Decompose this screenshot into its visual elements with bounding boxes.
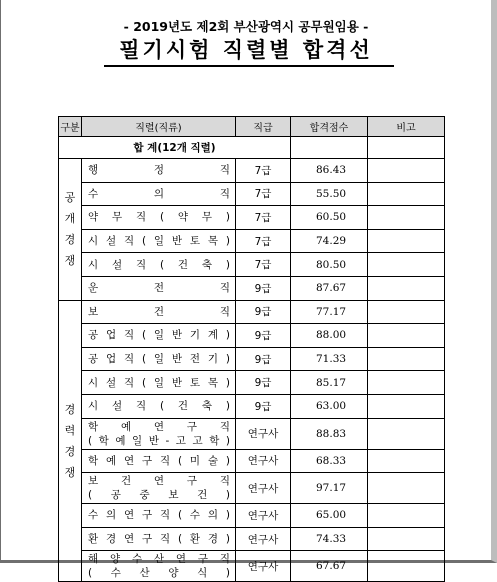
score-cell: 74.33 — [291, 527, 368, 551]
score-cell: 77.17 — [291, 300, 368, 324]
score-cell: 65.00 — [291, 504, 368, 528]
grade-cell: 연구사 — [236, 418, 291, 449]
note-cell — [368, 229, 445, 253]
note-cell — [368, 551, 445, 582]
series-text: 시 설 직 ( 건 축 ) — [88, 258, 230, 271]
score-cell: 63.00 — [291, 394, 368, 418]
series-cell — [82, 229, 236, 253]
grade-cell: 연구사 — [236, 551, 291, 582]
table-row — [59, 504, 445, 528]
score-cell: 60.50 — [291, 206, 368, 230]
series-line1: 보 건 연 구 직 — [88, 475, 230, 488]
note-cell — [368, 504, 445, 528]
series-line2: ( 수 산 양 식 ) — [88, 567, 230, 580]
series-cell — [82, 253, 236, 277]
grade-cell: 7급 — [236, 182, 291, 206]
score-cell: 74.29 — [291, 229, 368, 253]
score-cell: 80.50 — [291, 253, 368, 277]
grade-cell: 9급 — [236, 371, 291, 395]
grade-cell: 연구사 — [236, 473, 291, 504]
table-row — [59, 276, 445, 300]
score-cell: 87.67 — [291, 276, 368, 300]
header-series: 직렬(직류) — [82, 117, 236, 137]
total-score-cell — [291, 137, 368, 159]
grade-cell: 7급 — [236, 159, 291, 183]
table-row — [59, 347, 445, 371]
table-row — [59, 551, 445, 582]
note-cell — [368, 182, 445, 206]
score-cell: 86.43 — [291, 159, 368, 183]
table-row — [59, 253, 445, 277]
grade-cell: 7급 — [236, 229, 291, 253]
score-cell: 88.83 — [291, 418, 368, 449]
note-cell — [368, 253, 445, 277]
note-cell — [368, 473, 445, 504]
note-cell — [368, 159, 445, 183]
group-label-char: 력 — [64, 423, 76, 437]
score-cell: 67.67 — [291, 551, 368, 582]
table-row — [59, 394, 445, 418]
grade-cell: 9급 — [236, 300, 291, 324]
group-label-char: 공 — [64, 191, 76, 205]
table-row — [59, 324, 445, 348]
series-text: 보 건 직 — [88, 305, 230, 318]
table-row — [59, 371, 445, 395]
note-cell — [368, 371, 445, 395]
group-label-char: 경 — [64, 444, 76, 458]
grade-cell: 7급 — [236, 206, 291, 230]
series-text: 공 업 직 ( 일 반 전 기 ) — [88, 353, 230, 366]
series-text: 학 예 연 구 직 ( 미 술 ) — [88, 454, 230, 467]
grade-cell: 7급 — [236, 253, 291, 277]
series-cell — [82, 159, 236, 183]
series-line2: ( 학 예 일 반 - 고 고 학 ) — [88, 434, 230, 447]
series-cell — [82, 449, 236, 473]
note-cell — [368, 324, 445, 348]
series-cell — [82, 300, 236, 324]
group-label-char: 쟁 — [64, 254, 76, 268]
grade-cell: 9급 — [236, 394, 291, 418]
series-cell — [82, 182, 236, 206]
series-cell — [82, 276, 236, 300]
header-score: 합격점수 — [291, 117, 368, 137]
grade-cell: 연구사 — [236, 504, 291, 528]
score-cell: 55.50 — [291, 182, 368, 206]
group-label-char: 경 — [64, 402, 76, 416]
score-cell: 68.33 — [291, 449, 368, 473]
group-label — [59, 159, 82, 301]
note-cell — [368, 418, 445, 449]
series-text: 시 설 직 ( 일 반 토 목 ) — [88, 376, 230, 389]
header-grade: 직급 — [236, 117, 291, 137]
series-cell — [82, 418, 236, 449]
table-row — [59, 449, 445, 473]
series-text: 수 의 직 — [88, 187, 230, 200]
series-cell — [82, 551, 236, 582]
note-cell — [368, 347, 445, 371]
table-row — [59, 182, 445, 206]
grade-cell: 9급 — [236, 347, 291, 371]
note-cell — [368, 394, 445, 418]
series-text: 약 무 직 ( 약 무 ) — [88, 211, 230, 224]
series-cell — [82, 504, 236, 528]
series-cell — [82, 324, 236, 348]
score-cell: 88.00 — [291, 324, 368, 348]
grade-cell: 연구사 — [236, 527, 291, 551]
table-row — [59, 206, 445, 230]
results-table — [58, 116, 445, 582]
note-cell — [368, 276, 445, 300]
header-note: 비고 — [368, 117, 445, 137]
table-row — [59, 418, 445, 449]
title-underline — [104, 65, 394, 67]
series-text: 공 업 직 ( 일 반 기 계 ) — [88, 329, 230, 342]
table-row — [59, 229, 445, 253]
group-label — [59, 300, 82, 582]
group-label-char: 개 — [64, 212, 76, 226]
note-cell — [368, 300, 445, 324]
series-line2: ( 공 중 보 건 ) — [88, 489, 230, 502]
header-group: 구분 — [59, 117, 82, 137]
series-cell — [82, 473, 236, 504]
series-line1: 학 예 연 구 직 — [88, 420, 230, 433]
series-cell — [82, 347, 236, 371]
grade-cell: 9급 — [236, 276, 291, 300]
series-line1: 해 양 수 산 연 구 직 — [88, 553, 230, 566]
series-text: 시 설 직 ( 일 반 토 목 ) — [88, 235, 230, 248]
table-row — [59, 300, 445, 324]
document-subtitle: - 2019년도 제2회 부산광역시 공무원임용 - — [123, 19, 369, 34]
total-note-cell — [368, 137, 445, 159]
series-text: 수 의 연 구 직 ( 수 의 ) — [88, 509, 230, 522]
grade-cell: 9급 — [236, 324, 291, 348]
table-row — [59, 473, 445, 504]
score-cell: 85.17 — [291, 371, 368, 395]
note-cell — [368, 449, 445, 473]
series-text: 운 전 직 — [88, 282, 230, 295]
score-cell: 97.17 — [291, 473, 368, 504]
series-cell — [82, 394, 236, 418]
series-text: 환 경 연 구 직 ( 환 경 ) — [88, 533, 230, 546]
series-cell — [82, 371, 236, 395]
note-cell — [368, 527, 445, 551]
score-cell: 71.33 — [291, 347, 368, 371]
table-row — [59, 159, 445, 183]
table-header-row — [59, 117, 445, 137]
note-cell — [368, 206, 445, 230]
group-label-char: 쟁 — [64, 465, 76, 479]
series-text: 행 정 직 — [88, 164, 230, 177]
total-label: 합 계(12개 직렬) — [59, 137, 291, 159]
series-text: 시 설 직 ( 건 축 ) — [88, 400, 230, 413]
table-row — [59, 527, 445, 551]
results-table-container — [58, 116, 444, 580]
series-cell — [82, 206, 236, 230]
series-cell — [82, 527, 236, 551]
group-label-char: 경 — [64, 233, 76, 247]
grade-cell: 연구사 — [236, 449, 291, 473]
total-row — [59, 137, 445, 159]
document-title: 필기시험 직렬별 합격선 — [119, 38, 373, 62]
